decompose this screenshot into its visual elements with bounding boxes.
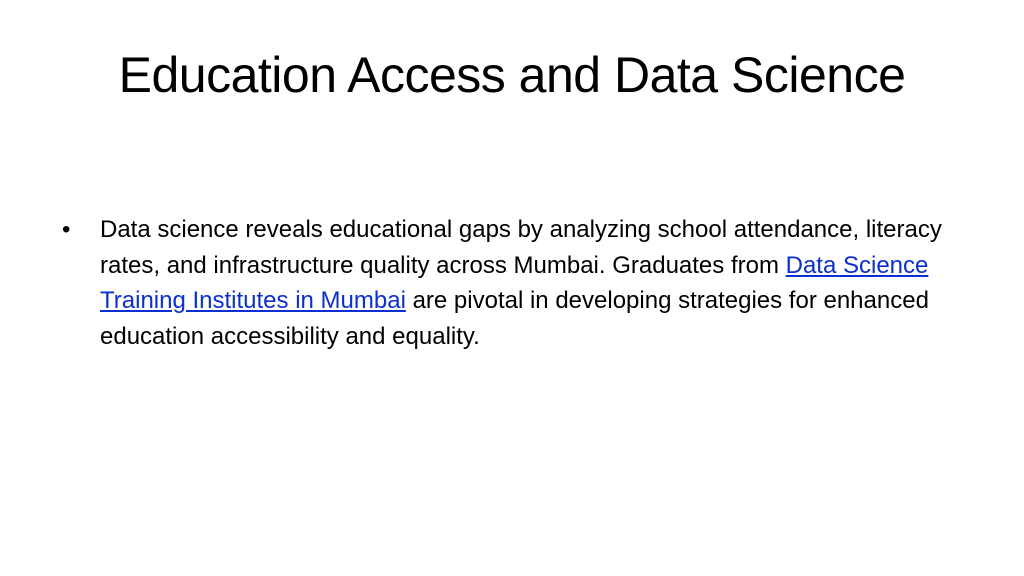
bullet-text-before: Data science reveals educational gaps by analyzing school attendance, literacy rates, and infrastructure quality across Mumbai. Graduates from <box>100 216 942 279</box>
bullet-marker: • <box>62 216 71 243</box>
bullet-item <box>60 212 960 354</box>
training-institutes-link[interactable]: Data Science Training Institutes in Mumbai <box>100 251 929 314</box>
bullet-text-after: are pivotal in developing strategies for enhanced education accessibility and equality. <box>100 287 929 350</box>
slide-title: Education Access and Data Science <box>118 47 906 103</box>
bullet-list <box>60 212 960 354</box>
bullet-text <box>100 212 960 354</box>
